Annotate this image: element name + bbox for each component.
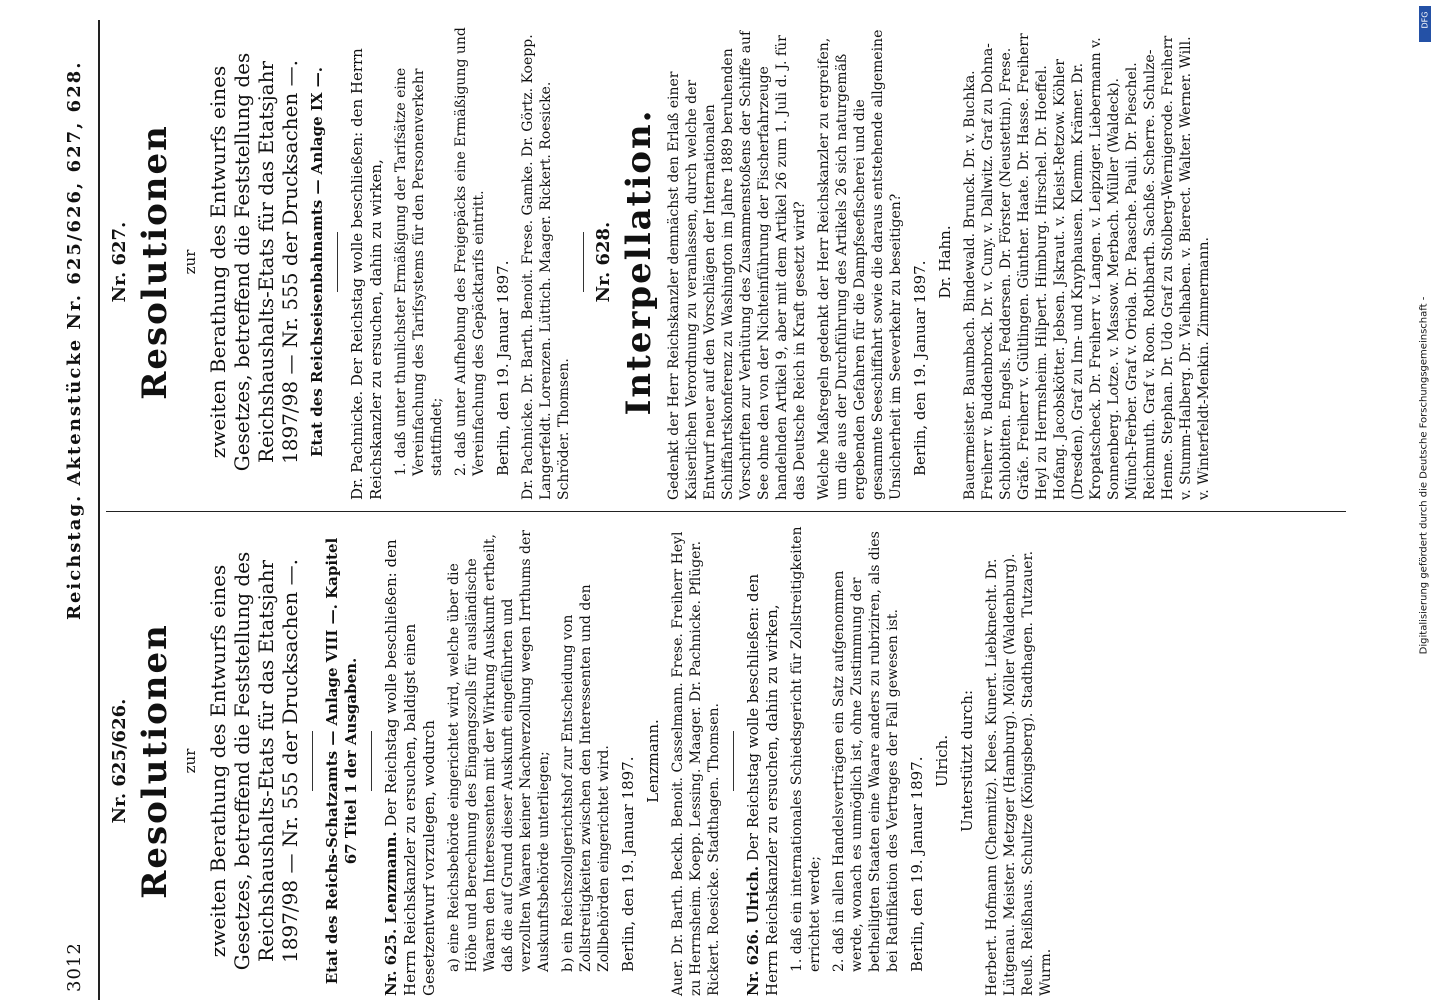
separator — [733, 731, 734, 791]
resolution-626-names: Herbert. Hofmann (Chemnitz). Klees. Kunert. Liebknecht. Dr. Lütgenau. Meister. Metzger (Hamburg). Möller (Waldenburg). Reuß. Reißhaus. Schultze (Königsberg). Stadthagen. Tutzauer. Wurm. — [984, 550, 1054, 996]
separator — [337, 232, 338, 292]
doc-zur-627: zur — [181, 249, 199, 275]
resolution-626-support: Unterstützt durch: — [958, 689, 976, 833]
resolution-627-item1: 1. daß unter thunlichster Ermäßigung der Tarifsätze eine Vereinfachung des Tarifsystems für den Personenverkehr stattfindet; — [393, 67, 445, 476]
resolution-627-names: Dr. Pachnicke. Dr. Barth. Benoit. Frese. Gamke. Dr. Görtz. Koepp. Langerfeldt. Lorenzen. Lüttich. Maager. Rickert. Roesicke. Schröder. Thomsen. — [520, 34, 572, 500]
doc-number-628: Nr. 628. — [593, 221, 614, 303]
resolution-625-names: Auer. Dr. Barth. Beckh. Benoit. Casselmann. Frese. Freiherr Heyl zu Herrnsheim. Koepp. Lessing. Maager. Dr. Pachnicke. Pflüger. Rickert. Roesicke. Stadthagen. Thomsen. — [670, 531, 722, 996]
interpellation-date: Berlin, den 19. Januar 1897. — [911, 260, 929, 476]
column-rule — [106, 511, 1346, 512]
interpellation-text: Gedenkt der Herr Reichskanzler demnächst den Erlaß einer Kaiserlichen Verordnung zu veranlassen, durch welche der Entwurf neuer auf den Vorschlägen der Internationalen Schiffahrtskonferenz zu Washington im Jahre 1889 beruhenden Vorschriften zur Verhütung des Zusammenstoßens der Schiffe auf See ohne den von der Nichteinführung der Fischerfahrzeuge handelnden Artikel 9, aber mit dem Artikel 26 zum 1. Juli d. J. für das Deutsche Reich in Kraft gesetzt wird? — [666, 30, 808, 500]
rotated-page — [58, 20, 1358, 1000]
doc-subtitle: zweiten Berathung des Entwurfs eines Gesetzes, betreffend die Feststellung des Reichshaushalts-Etats für das Etatsjahr 1897/98 — Nr. 555 der Drucksachen —. — [206, 551, 302, 971]
resolution-627-date: Berlin, den 19. Januar 1897. — [494, 260, 512, 476]
column-right — [110, 24, 1219, 500]
digitization-note — [1416, 40, 1432, 900]
doc-number-627: Nr. 627. — [109, 221, 130, 303]
resolution-625-b: b) ein Reichszollgerichtshof zur Entscheidung von Zollstreitigkeiten zwischen den Interessenten und den Zollbehörden eingerichtet wird. — [560, 584, 612, 972]
resolution-625-date: Berlin, den 19. Januar 1897. — [619, 756, 637, 972]
doc-title-627: Resolutionen — [135, 124, 175, 400]
running-title: Reichstag. Aktenstücke Nr. 625/626, 627, 628. — [64, 60, 85, 620]
resolution-626-signature: Ulrich. — [933, 734, 951, 788]
header-rule — [98, 20, 100, 1000]
resolution-626-head: Nr. 626. Ulrich. — [744, 865, 762, 996]
separator — [583, 232, 584, 292]
etat-heading: Etat des Reichs-Schatzamts — Anlage VIII —. Kapitel 67 Titel 1 der Ausgaben. — [323, 537, 360, 985]
resolution-625-head: Nr. 625. Lenzmann. — [382, 831, 400, 996]
interpellation-text2: Welche Maßregeln gedenkt der Herr Reichskanzler zu ergreifen, um die aus der Durchführung des Artikels 26 sich naturgemäß ergebenden Gefahren für die Dampfseefischerei und die gesammte Seeschiffahrt sowie die daraus entstehende allgemeine Unsicherheit im Seeverkehr zu beseitigen? — [816, 29, 904, 500]
doc-title: Resolutionen — [135, 623, 175, 899]
resolution-626-item2: 2. daß in allen Handelsverträgen ein Satz aufgenommen werde, wonach es unmöglich ist, ohne Zustimmung der betheiligten Staaten eine Waare anders zu rubriziren, als dies bei Ratifikation des Vertrages der Fall gewesen ist. — [831, 531, 901, 972]
doc-title-628: Interpellation. — [619, 108, 659, 416]
separator — [312, 731, 313, 791]
column-left — [110, 526, 1061, 996]
dfg-logo — [1419, 6, 1431, 42]
resolution-625-text: Der Reichstag wolle beschließen: den Herrn Reichskanzler zu ersuchen, baldigst einen Gesetzentwurf vorzulegen, wodurch — [382, 539, 438, 996]
interpellation-signature: Dr. Hahn. — [936, 225, 954, 299]
resolution-626-item1: 1. daß ein internationales Schiedsgericht für Zollstreitigkeiten errichtet werde; — [789, 526, 823, 972]
dfg-logo-text: DFG — [1420, 11, 1430, 29]
page-number: 3012 — [64, 942, 85, 992]
resolution-625-signature: Lenzmann. — [644, 719, 662, 803]
doc-zur: zur — [181, 748, 199, 774]
resolution-626-date: Berlin, den 19. Januar 1897. — [908, 756, 926, 972]
page-header — [58, 20, 98, 1000]
resolution-627-item2: 2. daß unter Aufhebung des Freigepäcks eine Ermäßigung und Vereinfachung des Gepäcktarifs eintritt. — [453, 27, 487, 476]
etat-heading-627: Etat des Reichseisenbahnamts — Anlage IX —. — [308, 67, 326, 457]
doc-subtitle-627: zweiten Berathung des Entwurfs eines Gesetzes, betreffend die Feststellung des Reichshaushalts-Etats für das Etatsjahr 1897/98 — Nr. 555 der Drucksachen —. — [206, 52, 302, 472]
digitization-note-text: Digitalisierung gefördert durch die Deutsche Forschungsgemeinschaft - — [1418, 296, 1430, 655]
resolution-626-text: Der Reichstag wolle beschließen: den Herrn Reichskanzler zu ersuchen, dahin zu wirken, — [744, 573, 781, 996]
doc-number: Nr. 625/626. — [109, 698, 130, 824]
interpellation-names: Bauermeister. Baumbach. Bindewald. Brunck. Dr. v. Buchka. Freiherr v. Buddenbrock. Dr. v. Cuny. v. Dallwitz. Graf zu Dohna-Schlobitten. Engels. Feddersen. Dr. Förster (Neustettin). Frese. Gräfe. Freiherr v. Gültlingen. Günther. Haate. Dr. Hasse. Freiherr Heyl zu Herrnsheim. Hilpert. Himburg. Hirschel. Dr. Hoeffel. Hofang. Jacobskötter. Jebsen. Jskraut. v. Kleist-Retzow. Köhler (Dresden). Graf zu Inn- und Knyphausen. Klemm. Krämer. Dr. Kropatscheck. Dr. Freiherr v. Langen. v. Leipziger. Liebermann v. Sonnenberg. Lotze. v. Massow. Merbach. Müller (Waldeck). Münch-Ferber. Graf v. Oriola. Dr. Paasche. Pauli. Dr. Pieschel. Reichmuth. Graf v. Roon. Rothbarth. Sachße. Scherre. Schulze-Henne. Stephan. Dr. Udo Graf zu Stolberg-Wernigerode. Freiherr v. Stumm-Halberg. Dr. Vielhaben. v. Bierect. Walter. Werner. Will. v. Winterfeldt-Menkin. Zimmermann. — [962, 33, 1212, 500]
resolution-625-a: a) eine Reichsbehörde eingerichtet wird, welche über die Höhe und Berechnung des Eingangszolls für ausländische Waaren den Interessenten mit der Wirkung Auskunft ertheilt, daß die auf Grund dieser Auskunft eingeführten und verzollten Waaren keiner Nachverzollung wegen Irrthums der Auskunftsbehörde unterliegen; — [446, 530, 552, 972]
resolution-627-text: Dr. Pachnicke. Der Reichstag wolle beschließen: den Herrn Reichskanzler zu ersuchen, dahin zu wirken, — [348, 48, 385, 500]
separator — [371, 731, 372, 791]
